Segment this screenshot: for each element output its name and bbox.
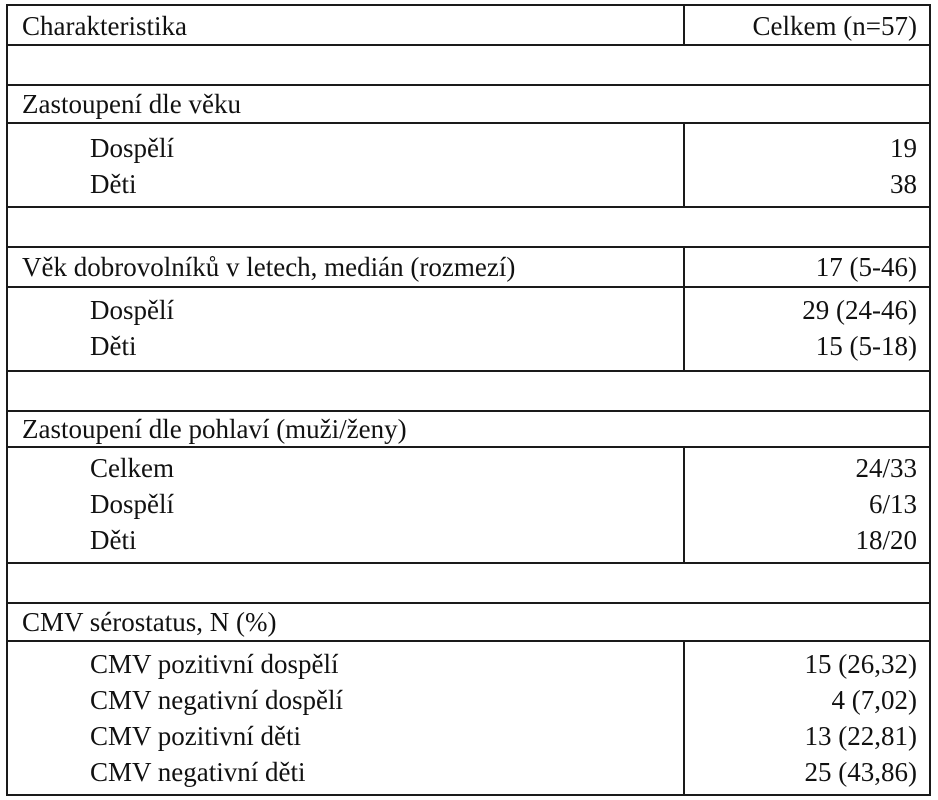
row-label: CMV pozitivní dospělí [90,649,339,679]
row-label: CMV negativní dospělí [90,685,343,715]
header-value: Celkem (n=57) [752,11,917,41]
value-cell [685,448,929,562]
spacer-row [8,208,929,248]
label-cell [8,248,685,286]
row-value: 13 (22,81) [804,721,917,751]
section-title: Věk dobrovolníků v letech, medián (rozmezí) [22,252,516,282]
value-cell [685,288,929,370]
row-label: Celkem [90,453,174,483]
section-rows [8,448,929,564]
characteristics-table [6,4,931,796]
row-value: 15 (26,32) [804,649,917,679]
section-title: Zastoupení dle pohlaví (muži/ženy) [22,414,407,444]
label-cell [8,288,685,370]
value-cell [685,124,929,206]
value-cell [685,642,929,794]
row-value: 38 [890,169,917,199]
row-value: 18/20 [855,525,917,555]
header-value-cell [685,6,929,44]
row-value: 29 (24-46) [802,295,917,325]
row-label: Děti [90,169,137,199]
row-value: 25 (43,86) [804,757,917,787]
row-value: 19 [890,133,917,163]
section-title-row [8,248,929,288]
row-label: CMV negativní děti [90,757,306,787]
row-value: 24/33 [855,453,917,483]
row-value: 6/13 [868,489,917,519]
header-label-cell [8,6,685,44]
section-title-value: 17 (5-46) [815,252,917,282]
table-header [8,6,929,46]
section-title-row [8,604,929,642]
section-rows [8,288,929,372]
section-rows [8,124,929,208]
row-label: Dospělí [90,489,174,519]
header-label: Charakteristika [22,11,187,41]
label-cell [8,124,685,206]
row-label: CMV pozitivní děti [90,721,302,751]
spacer-row [8,564,929,604]
row-label: Děti [90,331,137,361]
section-title-row [8,412,929,448]
row-label: Dospělí [90,133,174,163]
value-cell [685,248,929,286]
row-value: 15 (5-18) [815,331,917,361]
spacer-row [8,372,929,412]
spacer-row [8,46,929,86]
label-cell [8,642,685,794]
row-value: 4 (7,02) [831,685,917,715]
section-rows [8,642,929,794]
label-cell [8,448,685,562]
section-title: CMV sérostatus, N (%) [22,607,277,637]
section-title-row [8,86,929,124]
row-label: Dospělí [90,295,174,325]
row-label: Děti [90,525,137,555]
section-title: Zastoupení dle věku [22,89,241,119]
